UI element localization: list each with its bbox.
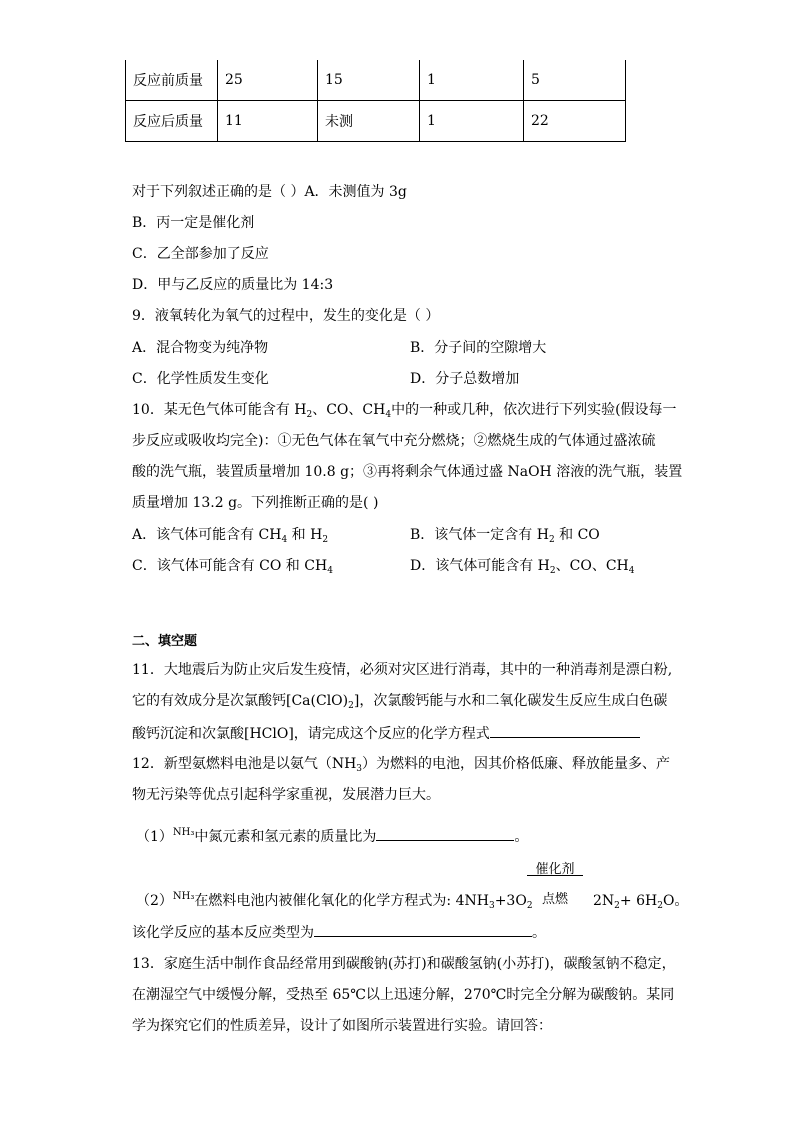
q10-line-4: 质量增加 13.2 g。下列推断正确的是( ) (132, 495, 379, 511)
q8-stem: 对于下列叙述正确的是（ ）A．未测值为 3g (132, 184, 407, 200)
q9-option-d: D．分子总数增加 (410, 371, 520, 387)
q12-products: $2N_2+ 6H_2O$。 (593, 893, 689, 911)
q13-line-3: 学为探究它们的性质差异，设计了如图所示装置进行实验。请回答： (132, 1018, 552, 1034)
q9-option-b: B．分子间的空隙增大 (410, 340, 547, 356)
q10-option-a: A．该气体可能含有 $CH_4$ 和 $H_2$ (132, 527, 329, 545)
row-label: 反应前质量 (126, 60, 218, 101)
q10-line-2: 步反应或吸收均完全)：①无色气体在氧气中充分燃烧；②燃烧生成的气体通过盛浓硫 (132, 433, 656, 449)
answer-blank[interactable] (490, 723, 640, 738)
nh3-formula: NH₃ (172, 891, 195, 902)
q8-option-d: D．甲与乙反应的质量比为 14:3 (132, 277, 334, 293)
q11-line-3: 酸钙沉淀和次氯酸[HClO]，请完成这个反应的化学方程式 (132, 723, 640, 743)
q9-option-c: C．化学性质发生变化 (132, 371, 269, 387)
condition-label: 点燃 (541, 892, 568, 907)
table-cell: 5 (524, 60, 626, 101)
table-row (126, 101, 626, 142)
q13-line-2: 在潮湿空气中缓慢分解，受热至 65℃以上迅速分解，270℃时完全分解为碳酸钠。某同 (132, 987, 675, 1003)
q12-part-2-line-2: 该化学反应的基本反应类型为 。 (132, 922, 546, 942)
q10-option-b: B．该气体一定含有 $H_2$ 和 CO (410, 527, 600, 545)
q8-option-c: C．乙全部参加了反应 (132, 246, 269, 262)
nh3-formula: NH₃ (172, 827, 195, 838)
mass-table (125, 60, 626, 142)
table-cell: 未测 (318, 101, 420, 142)
reaction-arrow-line (527, 875, 583, 876)
answer-blank[interactable] (376, 826, 514, 841)
table-cell: 11 (218, 101, 318, 142)
q12-part-2: $(2)^{NH_3}$在燃料电池内被催化氧化的化学方程式为: $4NH_3+3O_2$ (136, 891, 533, 911)
section-heading: 二、填空题 (132, 634, 198, 649)
q12-part-1: $(1)^{NH_3}$中氮元素和氢元素的质量比为 。 (136, 827, 529, 845)
table-cell: 15 (318, 60, 420, 101)
q10-line-1: 10．某无色气体可能含有 $H_2$、CO、$CH_4$中的一种或几种，依次进行下列实验(假设每一 (132, 402, 677, 420)
table-cell: 1 (420, 101, 524, 142)
q9-option-a: A．混合物变为纯净物 (132, 340, 269, 356)
table-cell: 22 (524, 101, 626, 142)
row-label: 反应后质量 (126, 101, 218, 142)
q10-option-d: D．该气体可能含有 $H_2$、CO、$CH_4$ (410, 558, 635, 576)
table-row (126, 60, 626, 101)
answer-blank[interactable] (314, 922, 532, 937)
q11-line-2: 它的有效成分是次氯酸钙$[Ca(ClO)_2]$，次氯酸钙能与水和二氧化碳发生反应生成白色碳 (132, 693, 668, 711)
q12-line-2: 物无污染等优点引起科学家重视，发展潜力巨大。 (132, 787, 440, 803)
q13-line-1: 13．家庭生活中制作食品经常用到碳酸钠(苏打)和碳酸氢钠(小苏打)，碳酸氢钠不稳定， (132, 956, 676, 972)
q10-line-3: 酸的洗气瓶，装置质量增加 10.8 g；③再将剩余气体通过盛 NaOH 溶液的洗气瓶，装置 (132, 464, 683, 480)
table-cell: 1 (420, 60, 524, 101)
q8-option-b: B．丙一定是催化剂 (132, 215, 255, 231)
q12-line-1: 12．新型氨燃料电池是以氨气$(NH_3)$为燃料的电池，因其价格低廉、释放能量多、产 (132, 756, 671, 774)
table-cell: 25 (218, 60, 318, 101)
catalyst-label: 催化剂 (535, 862, 575, 877)
q10-option-c: C．该气体可能含有 CO 和 $CH_4$ (132, 558, 333, 576)
q11-line-1: 11．大地震后为防止灾后发生疫情，必须对灾区进行消毒，其中的一种消毒剂是漂白粉, (132, 662, 673, 678)
q9-stem: 9．液氧转化为氧气的过程中，发生的变化是（ ） (132, 308, 440, 324)
